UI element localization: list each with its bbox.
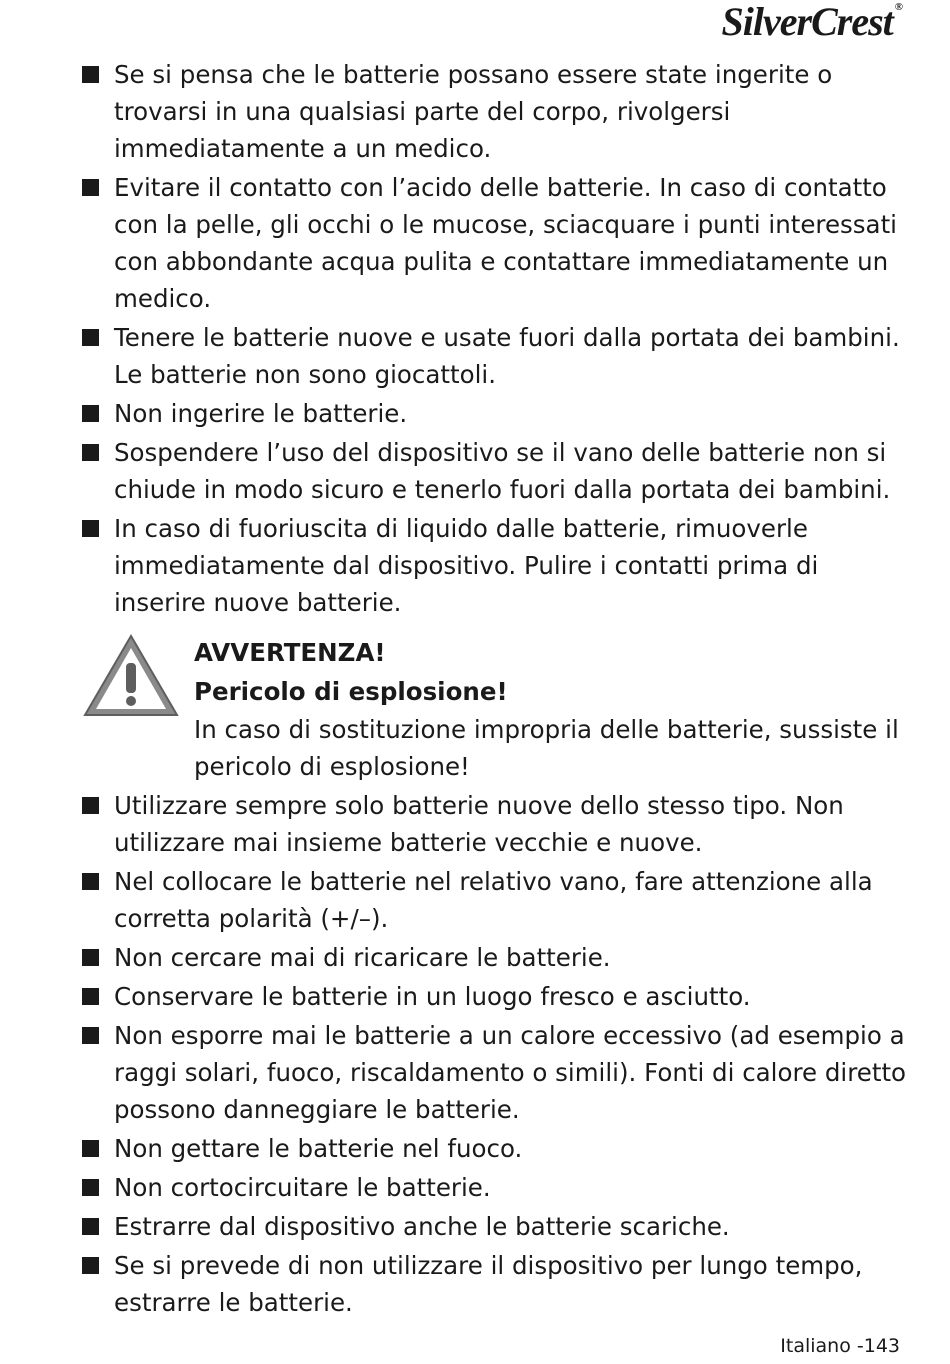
list-item: In caso di fuoriuscita di liquido dalle batterie, rimuoverle immediatamente dal dispositivo. Pulire i contatti prima di inserire nuove batterie. bbox=[82, 510, 912, 621]
warning-triangle-icon bbox=[82, 633, 180, 719]
bullet-square-icon bbox=[82, 405, 99, 422]
list-item: Evitare il contatto con l’acido delle batterie. In caso di contatto con la pelle, gli occhi o le mucose, sciacquare i punti interessati con abbondante acqua pulita e contattare immediatamente un medico. bbox=[82, 169, 912, 317]
bullet-square-icon bbox=[82, 1257, 99, 1274]
brand-logo bbox=[722, 2, 902, 42]
bullet-square-icon bbox=[82, 1218, 99, 1235]
bullet-square-icon bbox=[82, 444, 99, 461]
list-item: Non esporre mai le batterie a un calore eccessivo (ad esempio a raggi solari, fuoco, riscaldamento o simili). Fonti di calore diretto possono danneggiare le batterie. bbox=[82, 1017, 912, 1128]
bullet-square-icon bbox=[82, 1179, 99, 1196]
list-item: Non cortocircuitare le batterie. bbox=[82, 1169, 912, 1206]
list-item: Sospendere l’uso del dispositivo se il vano delle batterie non si chiude in modo sicuro e tenerlo fuori dalla portata dei bambini. bbox=[82, 434, 912, 508]
page-content bbox=[82, 56, 912, 1323]
page-number: Italiano -143 bbox=[780, 1335, 900, 1357]
bullet-square-icon bbox=[82, 520, 99, 537]
list-item: Utilizzare sempre solo batterie nuove dello stesso tipo. Non utilizzare mai insieme batterie vecchie e nuove. bbox=[82, 787, 912, 861]
bullet-square-icon bbox=[82, 797, 99, 814]
bullet-list-1 bbox=[82, 56, 912, 621]
warning-subtitle: Pericolo di esplosione! bbox=[194, 677, 508, 706]
bullet-square-icon bbox=[82, 1140, 99, 1157]
list-item: Nel collocare le batterie nel relativo vano, fare attenzione alla corretta polarità (+/–). bbox=[82, 863, 912, 937]
bullet-square-icon bbox=[82, 873, 99, 890]
list-item: Tenere le batterie nuove e usate fuori dalla portata dei bambini. Le batterie non sono giocattoli. bbox=[82, 319, 912, 393]
list-item: Non cercare mai di ricaricare le batterie. bbox=[82, 939, 912, 976]
warning-text: In caso di sostituzione impropria delle batterie, sussiste il pericolo di esplosione! bbox=[194, 715, 899, 781]
list-item: Conservare le batterie in un luogo fresco e asciutto. bbox=[82, 978, 912, 1015]
registered-mark: ® bbox=[894, 1, 902, 13]
bullet-square-icon bbox=[82, 1027, 99, 1044]
bullet-square-icon bbox=[82, 988, 99, 1005]
list-item: Se si prevede di non utilizzare il dispositivo per lungo tempo, estrarre le batterie. bbox=[82, 1247, 912, 1321]
list-item: Estrarre dal dispositivo anche le batterie scariche. bbox=[82, 1208, 912, 1245]
list-item: Se si pensa che le batterie possano essere state ingerite o trovarsi in una qualsiasi parte del corpo, rivolgersi immediatamente a un medico. bbox=[82, 56, 912, 167]
warning-box bbox=[82, 633, 912, 785]
bullet-square-icon bbox=[82, 179, 99, 196]
brand-name: SilverCrest bbox=[721, 0, 893, 44]
list-item: Non gettare le batterie nel fuoco. bbox=[82, 1130, 912, 1167]
bullet-square-icon bbox=[82, 949, 99, 966]
bullet-square-icon bbox=[82, 329, 99, 346]
list-item: Non ingerire le batterie. bbox=[82, 395, 912, 432]
bullet-list-2 bbox=[82, 787, 912, 1321]
warning-title: AVVERTENZA! bbox=[194, 638, 386, 667]
bullet-square-icon bbox=[82, 66, 99, 83]
